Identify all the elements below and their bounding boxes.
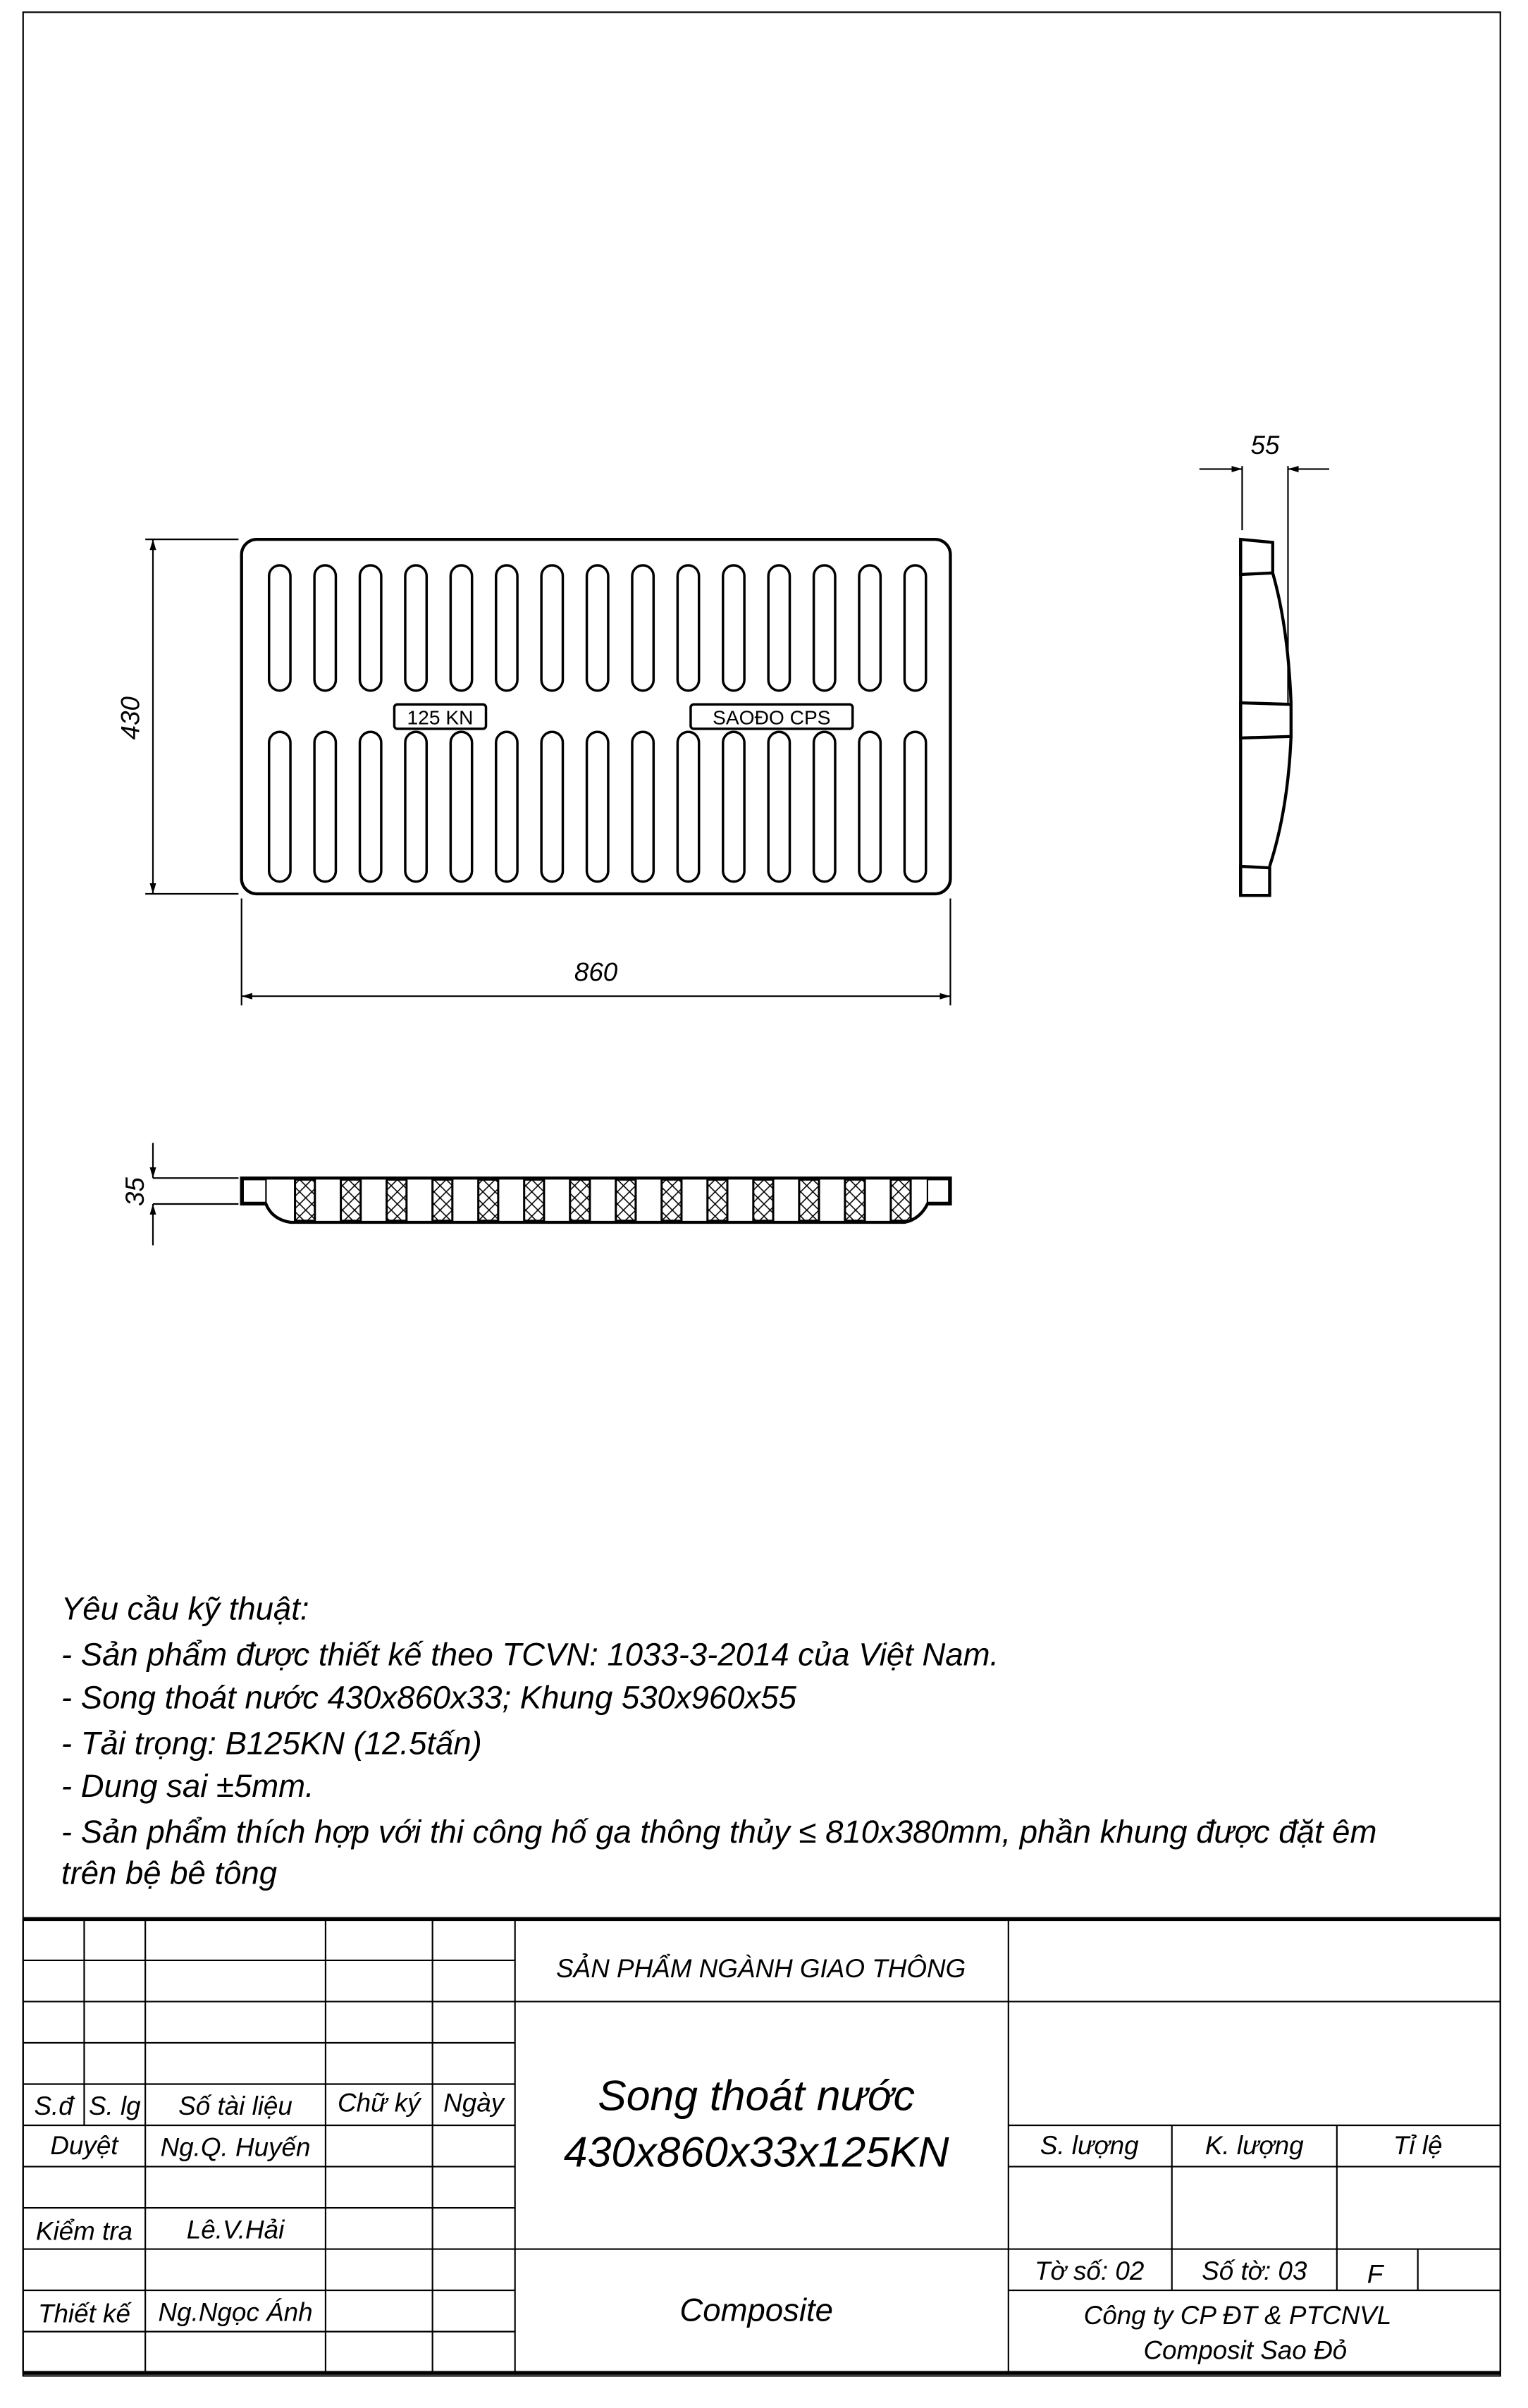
section-bar <box>295 1179 315 1221</box>
section-bar <box>753 1179 773 1221</box>
slot-top <box>723 565 744 691</box>
section-bar <box>387 1179 407 1221</box>
section-bar <box>708 1179 727 1221</box>
header-signature: Chữ ký <box>338 2088 421 2118</box>
slot-bottom <box>405 732 426 881</box>
slot-top <box>587 565 608 691</box>
slot-bottom <box>859 732 880 881</box>
frame-section-bottom <box>1240 866 1269 895</box>
slot-top <box>677 565 698 691</box>
slot-top <box>904 565 925 691</box>
slot-bottom <box>541 732 562 881</box>
load-label: 125 KN <box>407 706 474 729</box>
scale-label: Tỉ lệ <box>1393 2131 1443 2161</box>
slot-top <box>632 565 653 691</box>
slot-bottom <box>814 732 835 881</box>
dimension-side-width: 55 <box>1250 430 1280 460</box>
product-name: Song thoát nước <box>598 2071 916 2120</box>
slot-top <box>450 565 472 691</box>
slot-bottom <box>723 732 744 881</box>
section-bar <box>799 1179 819 1221</box>
requirement-item: - Sản phẩm thích hợp với thi công hố ga thông thủy ≤ 810x380mm, phần khung được đặt êm <box>61 1814 1377 1850</box>
requirement-item: - Song thoát nước 430x860x33; Khung 530x960x55 <box>61 1679 796 1716</box>
name-designed: Ng.Ngọc Ánh <box>158 2297 313 2327</box>
frame-section-top <box>1240 539 1273 575</box>
slot-top <box>496 565 517 691</box>
sheet-count: Số tờ: 03 <box>1202 2256 1307 2285</box>
slot-bottom <box>587 732 608 881</box>
requirement-item: - Tải trọng: B125KN (12.5tấn) <box>61 1725 482 1762</box>
section-bar <box>845 1179 865 1221</box>
dimension-width: 860 <box>574 957 618 987</box>
requirement-item: - Sản phẩm được thiết kế theo TCVN: 1033-3-2014 của Việt Nam. <box>61 1636 999 1673</box>
slot-top <box>541 565 562 691</box>
format: F <box>1367 2259 1384 2289</box>
section-bar <box>891 1179 911 1221</box>
company-line-1: Công ty CP ĐT & PTCNVL <box>1083 2300 1392 2330</box>
technical-requirements <box>61 1591 1376 1891</box>
slot-bottom <box>632 732 653 881</box>
slot-top <box>360 565 381 691</box>
material: Composite <box>679 2292 833 2328</box>
slot-top <box>314 565 335 691</box>
slot-top <box>859 565 880 691</box>
section-bar <box>570 1179 590 1221</box>
slot-bottom <box>677 732 698 881</box>
company-line-2: Composit Sao Đỏ <box>1143 2335 1348 2365</box>
dimension-height: 430 <box>116 696 145 740</box>
requirement-item: - Dung sai ±5mm. <box>61 1767 314 1804</box>
slot-top <box>269 565 290 691</box>
role-designed: Thiết kế <box>37 2299 130 2328</box>
title-block <box>23 1919 1501 2373</box>
dimension-thickness: 35 <box>120 1177 149 1207</box>
section-bar <box>433 1179 452 1221</box>
header-slg: S. lg <box>88 2091 141 2120</box>
requirements-title: Yêu cầu kỹ thuật: <box>61 1590 309 1627</box>
section-bars <box>295 1179 911 1221</box>
slot-bottom <box>314 732 335 881</box>
sheet-number: Tờ số: 02 <box>1035 2256 1145 2285</box>
role-approved: Duyệt <box>50 2131 118 2161</box>
slot-bottom <box>450 732 472 881</box>
section-bar <box>662 1179 682 1221</box>
name-checked: Lê.V.Hải <box>186 2215 285 2244</box>
mass-label: K. lượng <box>1204 2131 1304 2161</box>
header-document-no: Số tài liệu <box>178 2091 292 2120</box>
slot-bottom <box>768 732 789 881</box>
brand-label: SAOĐO CPS <box>713 706 831 729</box>
name-approved: Ng.Q. Huyến <box>160 2132 311 2162</box>
side-view <box>1200 431 1329 895</box>
section-bar <box>524 1179 544 1221</box>
section-bar <box>341 1179 361 1221</box>
role-checked: Kiểm tra <box>35 2216 133 2246</box>
category-label: SẢN PHẨM NGÀNH GIAO THÔNG <box>556 1953 966 1983</box>
header-sd: S.đ <box>34 2091 73 2120</box>
slot-top <box>768 565 789 691</box>
requirement-item: trên bệ bê tông <box>61 1855 278 1891</box>
plan-view <box>116 539 950 1005</box>
product-code: 430x860x33x125KN <box>563 2127 949 2176</box>
slot-top <box>405 565 426 691</box>
header-date: Ngày <box>443 2088 505 2118</box>
slot-bottom <box>269 732 290 881</box>
frame-section-middle <box>1240 703 1291 738</box>
slot-bottom <box>496 732 517 881</box>
quantity-label: S. lượng <box>1040 2131 1139 2161</box>
section-bar <box>479 1179 498 1221</box>
section-view <box>121 1143 950 1245</box>
section-bar <box>616 1179 636 1221</box>
slot-bottom <box>360 732 381 881</box>
slot-bottom <box>904 732 925 881</box>
slot-top <box>814 565 835 691</box>
